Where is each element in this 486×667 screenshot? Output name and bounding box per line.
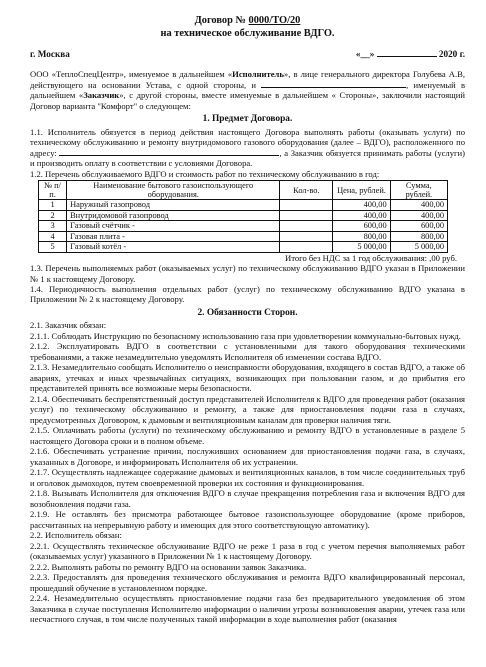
cell-name: Наружный газопровод — [67, 200, 280, 211]
city: г. Москва — [30, 49, 70, 59]
table-total: Итого без НДС за 1 год обслуживания: ,00 руб. — [285, 252, 457, 263]
table-row — [39, 210, 448, 221]
equipment-table — [38, 180, 448, 253]
section-1-heading: 1. Предмет Договора. — [202, 114, 293, 125]
cell-name: Газовый котёл - — [67, 242, 280, 253]
cell-name: Газовая плита - — [67, 231, 280, 242]
clause-2-2: 2.2. Исполнитель обязан: — [30, 530, 122, 541]
clause-2-1-2: 2.1.2. Эксплуатировать ВДГО в соответствии с установленными для такого оборудования техническими требованиями, а также незамедлительно уведомлять Исполнителя об изменении состава ВДГО. — [30, 341, 465, 362]
cell-sum: 400,00 — [390, 210, 447, 221]
cell-price: 600,00 — [333, 221, 390, 232]
clause-1-1-text: 1.1. Исполнитель обязуется в период действия настоящего Договора выполнять работы (оказывать услуги) по техническому обслуживанию и ремонту внутридомового газового оборудования (далее – ВДГО), расположенного по адресу: — [30, 126, 465, 158]
col-equipment-name: Наименование бытового газоиспользующего оборудования. — [67, 181, 280, 200]
clause-2-1-4: 2.1.4. Обеспечивать беспрепятственный доступ представителей Исполнителя к ВДГО для проведения работ (оказания услуг) по техническому обслуживанию и ремонту, а также для приостановления подачи газа в случаях, предусмотренных Договором, к дымовым и вентиляционным каналам для проверки наличия тяги. — [30, 393, 465, 425]
clause-2-2-3: 2.2.3. Предоставлять для проведения технического обслуживания и ремонта ВДГО квалифицированный персонал, прошедший обучение в установленном порядке. — [30, 572, 465, 593]
table-row — [39, 242, 448, 253]
cell-sum: 400,00 — [390, 200, 447, 211]
executor-term: Исполнитель — [232, 69, 284, 80]
customer-name-blank — [261, 87, 406, 88]
col-number: № п/п. — [39, 181, 67, 200]
intro-text-3: , именуемый в дальнейшем « — [30, 79, 466, 101]
intro-text-2: », в лице генерального директора Голубева А.В, действующего на основании Устава, с одной стороны, и — [30, 69, 465, 90]
table-header-row — [39, 181, 448, 200]
clause-2-1-5: 2.1.5. Оплачивать работы (услуги) по техническому обслуживанию и ремонту ВДГО в установленные в разделе 5 настоящего Договора сроки и в полном объеме. — [30, 425, 465, 446]
col-sum: Сумма, рублей. — [390, 181, 447, 200]
clause-2-1-6: 2.1.6. Обеспечивать устранение причин, послуживших основанием для приостановления подачи газа, в случаях, указанных в Договоре, и информировать Исполнителя об их устранении. — [30, 446, 465, 467]
intro-paragraph — [30, 69, 465, 111]
cell-price: 5 000,00 — [333, 242, 390, 253]
clause-1-4: 1.4. Периодичность выполнения отдельных работ (услуг) по техническому обслуживанию ВДГО указана в Приложении № 2 к настоящему Договору. — [30, 284, 465, 305]
cell-number: 4 — [39, 231, 67, 242]
cell-sum: 5 000,00 — [390, 242, 447, 253]
title-prefix: Договор № — [194, 15, 249, 26]
clause-1-1 — [30, 127, 465, 169]
clause-2-1-7: 2.1.7. Осуществлять надлежащее содержание дымовых и вентиляционных каналов, в том числе соединительных труб и оголовок дымоходов, путем своевременной проверки их состояния и функционирования. — [30, 467, 465, 488]
clause-2-2-4: 2.2.4. Незамедлительно осуществлять приостановление подачи газа без предварительного уведомления об этом Заказчика в случае поступления Исполнителю информации о наличии угрозы возникновения аварии, утечек газа или несчастного случая, в том числе полученных такой информации в ходе выполнения работ (оказания — [30, 593, 465, 624]
address-blank — [59, 155, 279, 156]
contract-date — [356, 49, 465, 60]
cell-number: 3 — [39, 221, 67, 232]
contract-title — [30, 14, 465, 27]
cell-quantity — [280, 231, 333, 242]
customer-term: Заказчик — [83, 90, 120, 101]
city-date-line — [30, 49, 465, 60]
date-year: 2020 г. — [438, 49, 465, 59]
cell-number: 5 — [39, 242, 67, 253]
cell-name: Внутридомовой газопровод — [67, 210, 280, 221]
cell-quantity — [280, 200, 333, 211]
clause-2-1-3: 2.1.3. Незамедлительно сообщать Исполнителю о неисправности оборудования, входящего в состав ВДГО, а также об авариях, утечках и иных чрезвычайных ситуациях, возникающих при пользовании газом, и до прибытия его представителей принять все возможные меры безопасности. — [30, 362, 465, 394]
clause-2-1-9: 2.1.9. Не оставлять без присмотра работающее бытовое газоиспользующее оборудование (кроме приборов, рассчитанных на непрерывную работу и имеющих для этого соответствующую автоматику). — [30, 509, 465, 530]
intro-text-4: », с другой стороны, вместе именуемые в дальнейшем « Стороны», заключили настоящий Договор варианта "Комфорт" о следующем: — [30, 90, 465, 111]
cell-number: 1 — [39, 200, 67, 211]
clause-1-1-text-end: , а Заказчик обязуется принимать работы (услуги) и производить оплату в соответствии с условиями Договора. — [30, 147, 466, 169]
cell-number: 2 — [39, 210, 67, 221]
table-row — [39, 221, 448, 232]
table-row — [39, 231, 448, 242]
clause-2-2-1: 2.2.1. Осуществлять техническое обслуживание ВДГО не реже 1 раза в год с учетом перечня выполняемых работ (оказываемых услуг) указанного в Приложении № 1 к настоящему Договору. — [30, 540, 465, 562]
cell-sum: 800,00 — [390, 231, 447, 242]
clause-2-1: 2.1. Заказчик обязан: — [30, 320, 107, 331]
contract-number: 0000/ТО/20 — [248, 15, 301, 26]
cell-name: Газовый счётчик - — [67, 221, 280, 232]
clause-1-3: 1.3. Перечень выполняемых работ (оказываемых услуг) по техническому обслуживанию ВДГО указан в Приложении № 1 к настоящему Договору. — [30, 263, 465, 284]
table-row — [39, 200, 448, 211]
col-price: Цена, рублей. — [333, 181, 390, 200]
cell-sum: 600,00 — [390, 221, 447, 232]
cell-quantity — [280, 242, 333, 253]
clause-2-2-2: 2.2.2. Выполнять работы по ремонту ВДГО на основании заявок Заказчика. — [30, 561, 307, 572]
clause-2-1-1: 2.1.1. Соблюдать Инструкцию по безопасному использованию газа при удовлетворении коммунально-бытовых нужд. — [30, 330, 461, 341]
date-day: «__» — [355, 49, 375, 59]
intro-text-1: ООО «ТеплоСпецЦентр», именуемое в дальнейшем « — [30, 69, 233, 80]
col-quantity: Кол-во. — [280, 181, 333, 200]
date-month-blank — [377, 56, 437, 57]
cell-price: 800,00 — [333, 231, 390, 242]
cell-quantity — [280, 210, 333, 221]
clause-1-2: 1.2. Перечень обслуживаемого ВДГО и стоимость работ по техническому обслуживанию в год: — [30, 168, 380, 179]
section-2-heading: 2. Обязанности Сторон. — [197, 307, 298, 318]
cell-price: 400,00 — [333, 210, 390, 221]
contract-subtitle: на техническое обслуживание ВДГО. — [160, 28, 335, 39]
cell-price: 400,00 — [333, 200, 390, 211]
clause-2-1-8: 2.1.8. Вызывать Исполнителя для отключения ВДГО в случае прекращения потребления газа и включения ВДГО для возобновления подачи газа. — [30, 488, 465, 509]
cell-quantity — [280, 221, 333, 232]
